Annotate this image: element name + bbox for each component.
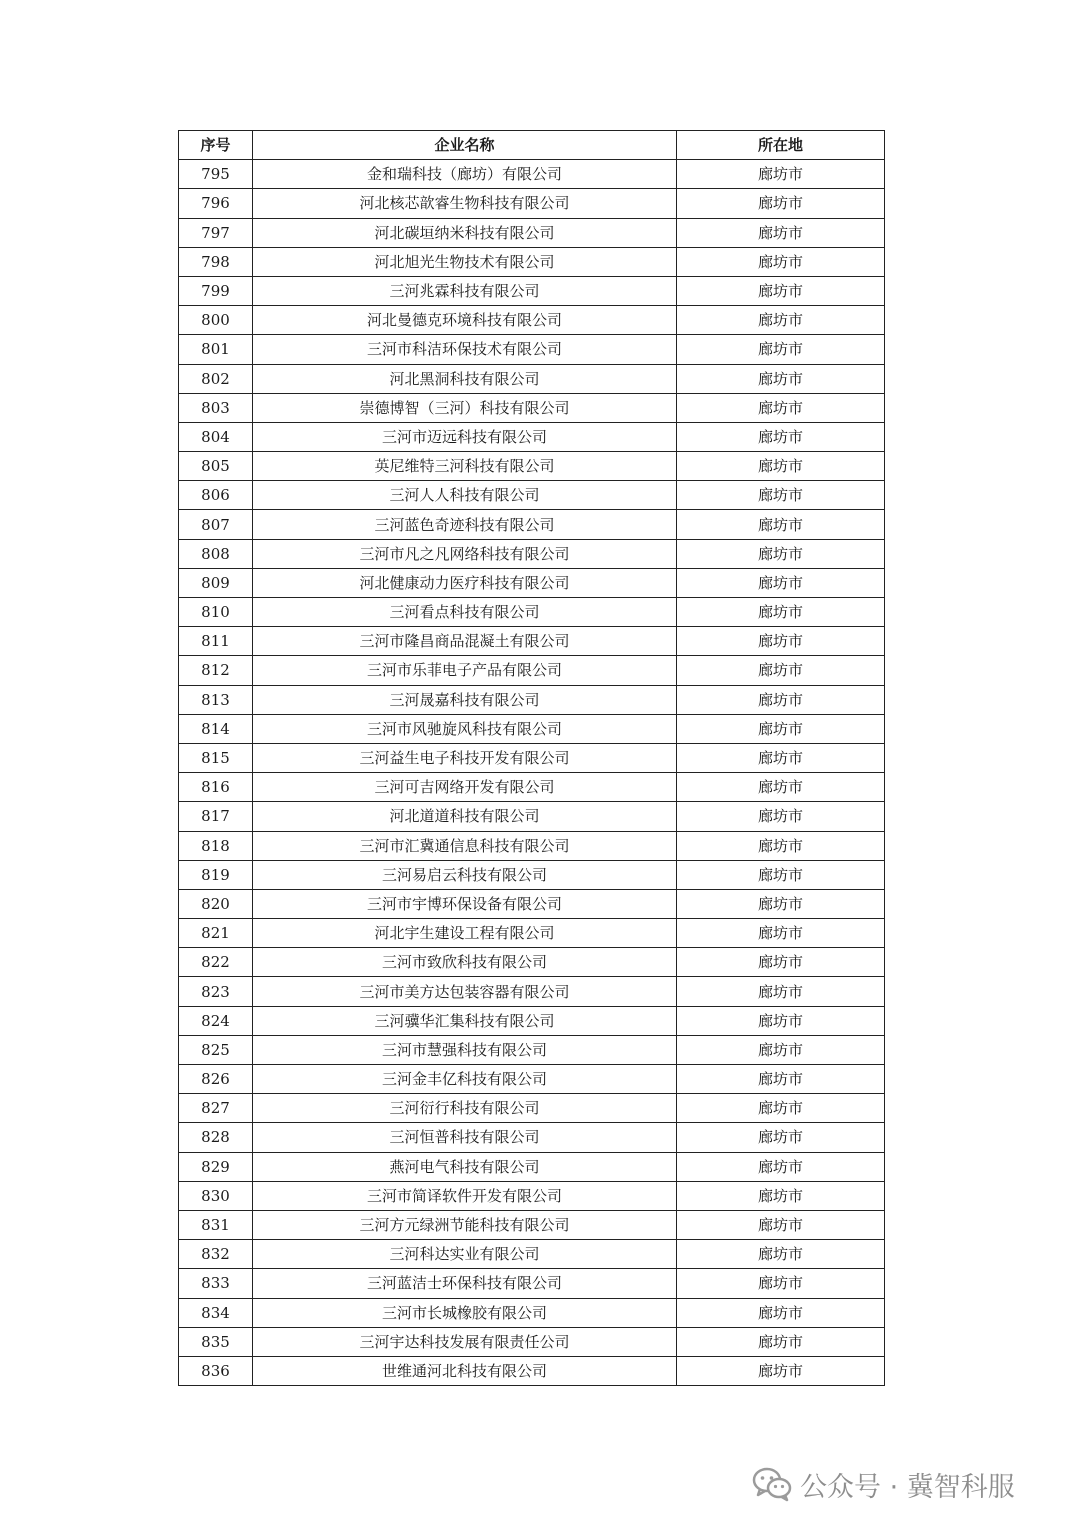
cell-location: 廊坊市 (677, 1298, 885, 1327)
cell-location: 廊坊市 (677, 452, 885, 481)
cell-serial-number: 816 (179, 773, 253, 802)
table-row (179, 889, 885, 918)
cell-location: 廊坊市 (677, 539, 885, 568)
cell-serial-number: 797 (179, 218, 253, 247)
cell-serial-number: 808 (179, 539, 253, 568)
cell-serial-number: 799 (179, 276, 253, 305)
cell-company-name: 三河市乐菲电子产品有限公司 (253, 656, 677, 685)
table-row (179, 1123, 885, 1152)
cell-location: 廊坊市 (677, 977, 885, 1006)
cell-company-name: 三河易启云科技有限公司 (253, 860, 677, 889)
cell-location: 廊坊市 (677, 1035, 885, 1064)
cell-serial-number: 810 (179, 598, 253, 627)
table-row (179, 539, 885, 568)
watermark-text: 公众号 · 冀智科服 (800, 1471, 1015, 1503)
cell-serial-number: 817 (179, 802, 253, 831)
cell-serial-number: 807 (179, 510, 253, 539)
table-header-row (179, 131, 885, 160)
cell-company-name: 三河蓝洁士环保科技有限公司 (253, 1269, 677, 1298)
cell-company-name: 崇德博智（三河）科技有限公司 (253, 393, 677, 422)
table-row (179, 831, 885, 860)
table-row (179, 1298, 885, 1327)
cell-company-name: 三河市迈远科技有限公司 (253, 422, 677, 451)
table-row (179, 598, 885, 627)
cell-company-name: 三河金丰亿科技有限公司 (253, 1065, 677, 1094)
table-row (179, 510, 885, 539)
cell-location: 廊坊市 (677, 481, 885, 510)
cell-company-name: 三河可吉网络开发有限公司 (253, 773, 677, 802)
cell-location: 廊坊市 (677, 393, 885, 422)
table-row (179, 860, 885, 889)
table-row (179, 335, 885, 364)
table-row (179, 773, 885, 802)
cell-serial-number: 818 (179, 831, 253, 860)
cell-company-name: 三河市慧强科技有限公司 (253, 1035, 677, 1064)
cell-location: 廊坊市 (677, 627, 885, 656)
table-row (179, 393, 885, 422)
cell-serial-number: 806 (179, 481, 253, 510)
cell-location: 廊坊市 (677, 1152, 885, 1181)
cell-company-name: 金和瑞科技（廊坊）有限公司 (253, 160, 677, 189)
cell-serial-number: 828 (179, 1123, 253, 1152)
cell-serial-number: 823 (179, 977, 253, 1006)
table-row (179, 685, 885, 714)
cell-serial-number: 831 (179, 1210, 253, 1239)
cell-company-name: 三河衍行科技有限公司 (253, 1094, 677, 1123)
cell-company-name: 三河兆霖科技有限公司 (253, 276, 677, 305)
table-row (179, 1356, 885, 1385)
cell-company-name: 河北黑洞科技有限公司 (253, 364, 677, 393)
cell-serial-number: 825 (179, 1035, 253, 1064)
table-row (179, 802, 885, 831)
cell-serial-number: 814 (179, 714, 253, 743)
cell-company-name: 三河市长城橡胶有限公司 (253, 1298, 677, 1327)
watermark (752, 1464, 1015, 1504)
cell-company-name: 河北宇生建设工程有限公司 (253, 919, 677, 948)
cell-location: 廊坊市 (677, 1006, 885, 1035)
table-row (179, 1152, 885, 1181)
cell-serial-number: 815 (179, 743, 253, 772)
table-row (179, 1210, 885, 1239)
cell-location: 廊坊市 (677, 218, 885, 247)
cell-location: 廊坊市 (677, 919, 885, 948)
cell-company-name: 三河晟嘉科技有限公司 (253, 685, 677, 714)
cell-company-name: 三河看点科技有限公司 (253, 598, 677, 627)
table-row (179, 1269, 885, 1298)
cell-company-name: 三河蓝色奇迹科技有限公司 (253, 510, 677, 539)
company-table (178, 130, 885, 1386)
table-row (179, 714, 885, 743)
cell-serial-number: 826 (179, 1065, 253, 1094)
cell-location: 廊坊市 (677, 276, 885, 305)
cell-serial-number: 803 (179, 393, 253, 422)
table-row (179, 627, 885, 656)
table-row (179, 306, 885, 335)
table-row (179, 568, 885, 597)
cell-location: 廊坊市 (677, 510, 885, 539)
cell-location: 廊坊市 (677, 189, 885, 218)
table-row (179, 422, 885, 451)
table-row (179, 218, 885, 247)
table-row (179, 247, 885, 276)
table-row (179, 919, 885, 948)
cell-location: 廊坊市 (677, 247, 885, 276)
cell-location: 廊坊市 (677, 773, 885, 802)
cell-company-name: 三河市美方达包装容器有限公司 (253, 977, 677, 1006)
cell-location: 廊坊市 (677, 1327, 885, 1356)
cell-company-name: 河北健康动力医疗科技有限公司 (253, 568, 677, 597)
table-row (179, 1327, 885, 1356)
cell-company-name: 河北核芯歆睿生物科技有限公司 (253, 189, 677, 218)
cell-serial-number: 800 (179, 306, 253, 335)
cell-location: 廊坊市 (677, 1065, 885, 1094)
cell-serial-number: 832 (179, 1240, 253, 1269)
cell-company-name: 英尼维特三河科技有限公司 (253, 452, 677, 481)
cell-location: 廊坊市 (677, 743, 885, 772)
cell-serial-number: 834 (179, 1298, 253, 1327)
cell-company-name: 三河市宇博环保设备有限公司 (253, 889, 677, 918)
cell-serial-number: 813 (179, 685, 253, 714)
cell-location: 廊坊市 (677, 948, 885, 977)
cell-serial-number: 822 (179, 948, 253, 977)
cell-serial-number: 829 (179, 1152, 253, 1181)
cell-serial-number: 833 (179, 1269, 253, 1298)
cell-serial-number: 796 (179, 189, 253, 218)
cell-location: 廊坊市 (677, 860, 885, 889)
cell-location: 廊坊市 (677, 335, 885, 364)
cell-company-name: 河北碳垣纳米科技有限公司 (253, 218, 677, 247)
cell-location: 廊坊市 (677, 831, 885, 860)
cell-serial-number: 820 (179, 889, 253, 918)
table-row (179, 481, 885, 510)
table-row (179, 1065, 885, 1094)
cell-location: 廊坊市 (677, 889, 885, 918)
cell-location: 廊坊市 (677, 364, 885, 393)
table-body (179, 160, 885, 1386)
cell-company-name: 河北曼德克环境科技有限公司 (253, 306, 677, 335)
table-row (179, 1006, 885, 1035)
cell-serial-number: 821 (179, 919, 253, 948)
cell-serial-number: 804 (179, 422, 253, 451)
cell-serial-number: 795 (179, 160, 253, 189)
cell-company-name: 三河市凡之凡网络科技有限公司 (253, 539, 677, 568)
table-row (179, 1181, 885, 1210)
cell-location: 廊坊市 (677, 160, 885, 189)
table-row (179, 977, 885, 1006)
cell-location: 廊坊市 (677, 1123, 885, 1152)
cell-company-name: 三河恒普科技有限公司 (253, 1123, 677, 1152)
table-row (179, 1240, 885, 1269)
cell-serial-number: 811 (179, 627, 253, 656)
table-row (179, 1035, 885, 1064)
cell-company-name: 三河市科洁环保技术有限公司 (253, 335, 677, 364)
table-row (179, 656, 885, 685)
cell-serial-number: 802 (179, 364, 253, 393)
table-row (179, 743, 885, 772)
header-location: 所在地 (677, 131, 885, 160)
cell-company-name: 三河方元绿洲节能科技有限公司 (253, 1210, 677, 1239)
cell-serial-number: 805 (179, 452, 253, 481)
cell-location: 廊坊市 (677, 598, 885, 627)
cell-serial-number: 809 (179, 568, 253, 597)
table-row (179, 1094, 885, 1123)
cell-serial-number: 812 (179, 656, 253, 685)
header-serial-number: 序号 (179, 131, 253, 160)
cell-company-name: 三河骥华汇集科技有限公司 (253, 1006, 677, 1035)
cell-company-name: 三河人人科技有限公司 (253, 481, 677, 510)
cell-location: 廊坊市 (677, 802, 885, 831)
table-row (179, 948, 885, 977)
cell-company-name: 河北道道科技有限公司 (253, 802, 677, 831)
cell-location: 廊坊市 (677, 1356, 885, 1385)
cell-company-name: 河北旭光生物技术有限公司 (253, 247, 677, 276)
table-row (179, 452, 885, 481)
cell-serial-number: 798 (179, 247, 253, 276)
cell-company-name: 三河市致欣科技有限公司 (253, 948, 677, 977)
cell-serial-number: 830 (179, 1181, 253, 1210)
table-row (179, 276, 885, 305)
cell-company-name: 三河市简译软件开发有限公司 (253, 1181, 677, 1210)
table-row (179, 189, 885, 218)
cell-company-name: 三河市汇冀通信息科技有限公司 (253, 831, 677, 860)
cell-location: 廊坊市 (677, 656, 885, 685)
cell-location: 廊坊市 (677, 1269, 885, 1298)
wechat-icon (752, 1466, 792, 1502)
cell-company-name: 三河宇达科技发展有限责任公司 (253, 1327, 677, 1356)
cell-company-name: 三河科达实业有限公司 (253, 1240, 677, 1269)
cell-location: 廊坊市 (677, 1210, 885, 1239)
cell-serial-number: 827 (179, 1094, 253, 1123)
cell-location: 廊坊市 (677, 1181, 885, 1210)
cell-company-name: 燕河电气科技有限公司 (253, 1152, 677, 1181)
cell-serial-number: 835 (179, 1327, 253, 1356)
cell-serial-number: 824 (179, 1006, 253, 1035)
cell-serial-number: 819 (179, 860, 253, 889)
cell-serial-number: 836 (179, 1356, 253, 1385)
table-row (179, 160, 885, 189)
cell-location: 廊坊市 (677, 1094, 885, 1123)
cell-company-name: 三河市风驰旋风科技有限公司 (253, 714, 677, 743)
cell-company-name: 三河益生电子科技开发有限公司 (253, 743, 677, 772)
table-row (179, 364, 885, 393)
cell-company-name: 世维通河北科技有限公司 (253, 1356, 677, 1385)
cell-location: 廊坊市 (677, 306, 885, 335)
header-company-name: 企业名称 (253, 131, 677, 160)
cell-location: 廊坊市 (677, 422, 885, 451)
cell-company-name: 三河市隆昌商品混凝土有限公司 (253, 627, 677, 656)
cell-location: 廊坊市 (677, 568, 885, 597)
cell-serial-number: 801 (179, 335, 253, 364)
cell-location: 廊坊市 (677, 714, 885, 743)
cell-location: 廊坊市 (677, 1240, 885, 1269)
cell-location: 廊坊市 (677, 685, 885, 714)
